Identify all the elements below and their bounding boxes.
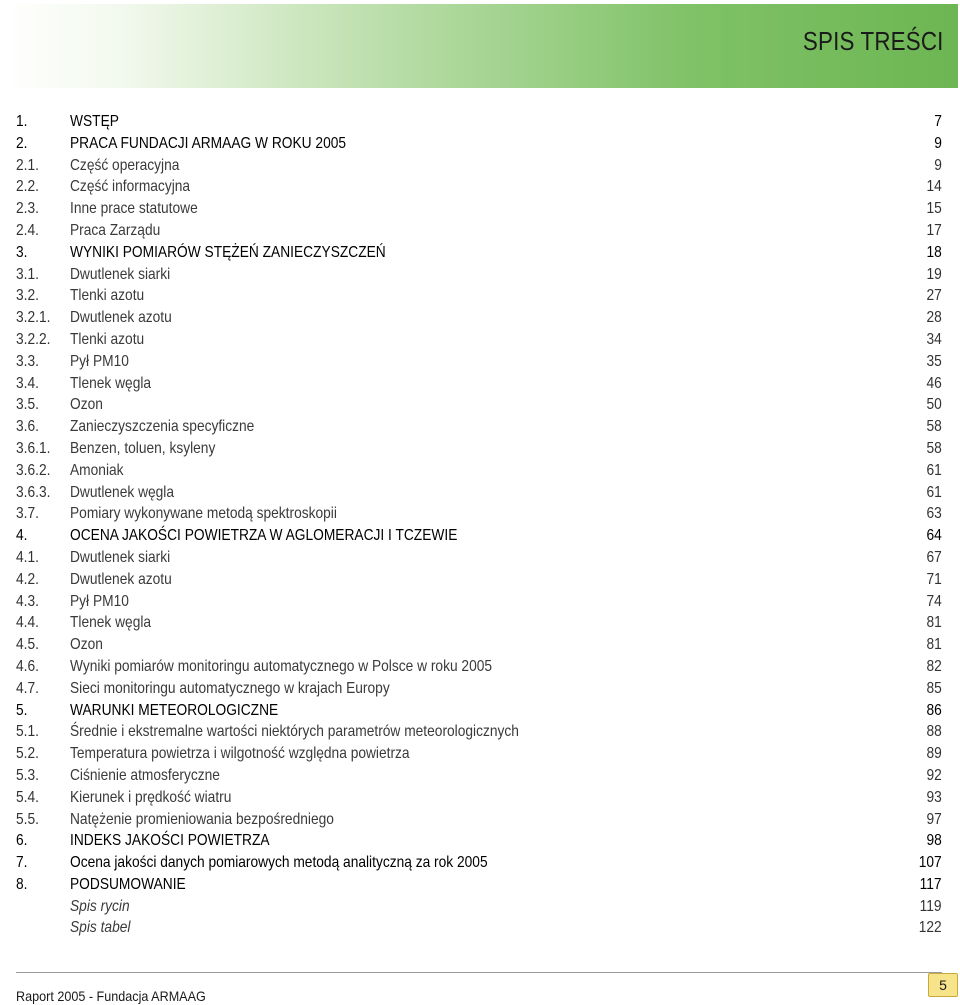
toc-entry-number: 8. — [16, 875, 28, 893]
toc-entry-page: 85 — [926, 679, 942, 697]
toc-entry-title: OCENA JAKOŚCI POWIETRZA W AGLOMERACJI I TCZEWIE — [70, 527, 458, 545]
toc-entry-page: 18 — [926, 243, 942, 261]
toc-entry[interactable] — [16, 634, 942, 656]
toc-entry-page: 67 — [926, 548, 942, 566]
toc-entry-title: WYNIKI POMIARÓW STĘŻEŃ ZANIECZYSZCZEŃ — [70, 243, 386, 261]
toc-entry-page: 92 — [926, 766, 942, 784]
toc-entry-page: 119 — [920, 897, 942, 915]
toc-entry-title: Spis rycin — [70, 897, 130, 915]
toc-entry[interactable] — [16, 329, 942, 351]
toc-entry-title: Dwutlenek azotu — [70, 309, 172, 327]
toc-entry-number: 1. — [16, 113, 28, 130]
toc-entry-title: PRACA FUNDACJI ARMAAG W ROKU 2005 — [70, 134, 347, 152]
toc-entry-page: 74 — [926, 592, 942, 610]
toc-entry-number: 3.6. — [16, 418, 39, 436]
toc-entry-number: 3.2. — [16, 287, 39, 305]
toc-entry-title: Natężenie promieniowania bezpośredniego — [70, 810, 334, 828]
toc-entry-page: 7 — [934, 113, 942, 130]
toc-entry[interactable] — [16, 416, 942, 438]
toc-entry-page: 19 — [926, 265, 942, 283]
toc-entry[interactable] — [16, 133, 942, 155]
toc-entry-title: Dwutlenek azotu — [70, 570, 172, 588]
table-of-contents — [16, 111, 942, 939]
toc-entry-title: WARUNKI METEOROLOGICZNE — [70, 701, 279, 719]
toc-entry-number: 3. — [16, 243, 28, 261]
toc-entry[interactable] — [16, 220, 942, 242]
toc-entry-number: 4. — [16, 527, 28, 545]
toc-entry[interactable] — [16, 591, 942, 613]
toc-entry-title: Ocena jakości danych pomiarowych metodą analityczną za rok 2005 — [70, 854, 488, 872]
page-number-badge: 5 — [928, 973, 958, 997]
toc-entry-number: 2. — [16, 134, 28, 152]
toc-entry[interactable] — [16, 155, 942, 177]
toc-entry-number: 3.6.2. — [16, 461, 51, 479]
toc-entry[interactable] — [16, 307, 942, 329]
toc-entry-title: PODSUMOWANIE — [70, 875, 186, 893]
toc-entry[interactable] — [16, 700, 942, 722]
toc-entry[interactable] — [16, 678, 942, 700]
toc-entry-title: Sieci monitoringu automatycznego w krajach Europy — [70, 679, 390, 697]
footer-divider — [16, 972, 942, 973]
toc-entry-number: 4.3. — [16, 592, 39, 610]
toc-entry-number: 5.3. — [16, 766, 39, 784]
toc-entry-page: 9 — [934, 156, 942, 174]
toc-entry[interactable] — [16, 874, 942, 896]
toc-entry-number: 4.5. — [16, 636, 39, 654]
toc-entry[interactable] — [16, 394, 942, 416]
toc-entry[interactable] — [16, 569, 942, 591]
toc-entry[interactable] — [16, 264, 942, 286]
toc-entry[interactable] — [16, 896, 942, 918]
toc-entry-page: 61 — [926, 483, 942, 501]
toc-entry-title: Część operacyjna — [70, 156, 180, 174]
toc-entry-number: 2.4. — [16, 221, 39, 239]
toc-entry-title: Ozon — [70, 396, 103, 414]
toc-entry-number: 3.7. — [16, 505, 39, 523]
toc-entry-title: Tlenki azotu — [70, 330, 145, 348]
toc-entry-title: Tlenek węgla — [70, 614, 152, 632]
toc-entry-page: 89 — [926, 745, 942, 763]
toc-entry-title: Temperatura powietrza i wilgotność względna powietrza — [70, 745, 410, 763]
toc-entry-number: 5.5. — [16, 810, 39, 828]
toc-entry-number: 4.2. — [16, 570, 39, 588]
toc-entry[interactable] — [16, 852, 942, 874]
toc-entry-number: 5. — [16, 701, 28, 719]
toc-entry-page: 98 — [926, 832, 942, 850]
toc-entry[interactable] — [16, 373, 942, 395]
toc-entry[interactable] — [16, 830, 942, 852]
toc-entry-page: 17 — [926, 221, 942, 239]
toc-entry-number: 5.4. — [16, 788, 39, 806]
toc-entry[interactable] — [16, 656, 942, 678]
toc-entry-page: 28 — [926, 309, 942, 327]
toc-entry-number: 2.2. — [16, 178, 39, 196]
toc-entry[interactable] — [16, 765, 942, 787]
toc-entry[interactable] — [16, 612, 942, 634]
toc-entry-title: Tlenki azotu — [70, 287, 145, 305]
toc-entry-number: 4.4. — [16, 614, 39, 632]
toc-entry-number: 3.3. — [16, 352, 39, 370]
toc-entry-title: Wyniki pomiarów monitoringu automatycznego w Polsce w roku 2005 — [70, 657, 493, 675]
toc-entry-page: 63 — [926, 505, 942, 523]
toc-entry-number: 3.2.1. — [16, 309, 51, 327]
toc-entry-title: Część informacyjna — [70, 178, 191, 196]
toc-entry-page: 58 — [926, 439, 942, 457]
toc-entry-number: 3.6.1. — [16, 439, 51, 457]
toc-entry-number: 2.1. — [16, 156, 39, 174]
toc-entry-page: 9 — [934, 134, 942, 152]
toc-entry-page: 97 — [926, 810, 942, 828]
toc-entry-number: 4.1. — [16, 548, 39, 566]
toc-entry[interactable] — [16, 721, 942, 743]
toc-entry-page: 93 — [926, 788, 942, 806]
toc-entry-number: 5.2. — [16, 745, 39, 763]
toc-entry[interactable] — [16, 743, 942, 765]
toc-entry-title: Zanieczyszczenia specyficzne — [70, 418, 255, 436]
toc-entry-page: 82 — [926, 657, 942, 675]
toc-entry[interactable] — [16, 503, 942, 525]
toc-entry-title: INDEKS JAKOŚCI POWIETRZA — [70, 832, 270, 850]
toc-entry-title: Dwutlenek siarki — [70, 265, 171, 283]
toc-entry-page: 35 — [926, 352, 942, 370]
toc-entry-title: Ozon — [70, 636, 103, 654]
toc-entry-title: Benzen, toluen, ksyleny — [70, 439, 216, 457]
toc-entry-title: Ciśnienie atmosferyczne — [70, 766, 220, 784]
toc-entry-number: 4.7. — [16, 679, 39, 697]
toc-entry-page: 34 — [926, 330, 942, 348]
toc-entry[interactable] — [16, 482, 942, 504]
toc-entry[interactable] — [16, 525, 942, 547]
toc-entry-page: 122 — [919, 919, 942, 937]
toc-entry-page: 107 — [919, 854, 942, 872]
toc-entry-number: 6. — [16, 832, 28, 850]
toc-entry-page: 14 — [926, 178, 942, 196]
toc-entry-title: Pomiary wykonywane metodą spektroskopii — [70, 505, 337, 523]
toc-entry-title: Kierunek i prędkość wiatru — [70, 788, 232, 806]
toc-entry[interactable] — [16, 285, 942, 307]
toc-entry-title: Dwutlenek siarki — [70, 548, 171, 566]
footer-text: Raport 2005 - Fundacja ARMAAG — [16, 988, 206, 1004]
toc-entry-page: 117 — [920, 875, 942, 893]
toc-entry[interactable] — [16, 787, 942, 809]
toc-entry-title: Pył PM10 — [70, 352, 129, 370]
toc-entry-title: Amoniak — [70, 461, 124, 479]
toc-entry-title: Dwutlenek węgla — [70, 483, 175, 501]
toc-entry-page: 58 — [926, 418, 942, 436]
toc-entry-title: Inne prace statutowe — [70, 200, 198, 218]
toc-entry[interactable] — [16, 176, 942, 198]
toc-entry-page: 61 — [926, 461, 942, 479]
toc-entry-page: 46 — [926, 374, 942, 392]
toc-entry-number: 3.5. — [16, 396, 39, 414]
toc-entry-title: Pył PM10 — [70, 592, 129, 610]
page-title: SPIS TREŚCI — [803, 26, 944, 56]
toc-entry-title: WSTĘP — [70, 113, 119, 130]
toc-entry-page: 27 — [926, 287, 942, 305]
toc-entry-title: Średnie i ekstremalne wartości niektórych parametrów meteorologicznych — [70, 723, 519, 741]
toc-entry[interactable] — [16, 111, 942, 133]
toc-entry-page: 88 — [926, 723, 942, 741]
toc-entry-page: 86 — [926, 701, 942, 719]
toc-entry[interactable] — [16, 242, 942, 264]
toc-entry[interactable] — [16, 198, 942, 220]
toc-entry[interactable] — [16, 438, 942, 460]
toc-entry-title: Spis tabel — [70, 919, 131, 937]
toc-entry-number: 2.3. — [16, 200, 39, 218]
toc-entry[interactable] — [16, 917, 942, 939]
toc-entry[interactable] — [16, 460, 942, 482]
toc-entry-page: 81 — [926, 636, 942, 654]
toc-entry-number: 3.2.2. — [16, 330, 51, 348]
toc-entry-number: 5.1. — [16, 723, 39, 741]
toc-entry-number: 3.6.3. — [16, 483, 51, 501]
toc-entry-page: 50 — [926, 396, 942, 414]
toc-entry-page: 71 — [926, 570, 942, 588]
toc-entry-page: 15 — [926, 200, 942, 218]
toc-entry[interactable] — [16, 547, 942, 569]
toc-entry-page: 64 — [926, 527, 942, 545]
toc-entry-number: 3.4. — [16, 374, 39, 392]
toc-entry-number: 3.1. — [16, 265, 39, 283]
toc-entry[interactable] — [16, 351, 942, 373]
toc-entry-page: 81 — [926, 614, 942, 632]
toc-entry-number: 4.6. — [16, 657, 39, 675]
toc-entry-title: Tlenek węgla — [70, 374, 152, 392]
toc-entry[interactable] — [16, 809, 942, 831]
toc-entry-title: Praca Zarządu — [70, 221, 161, 239]
toc-entry-number: 7. — [16, 854, 28, 872]
